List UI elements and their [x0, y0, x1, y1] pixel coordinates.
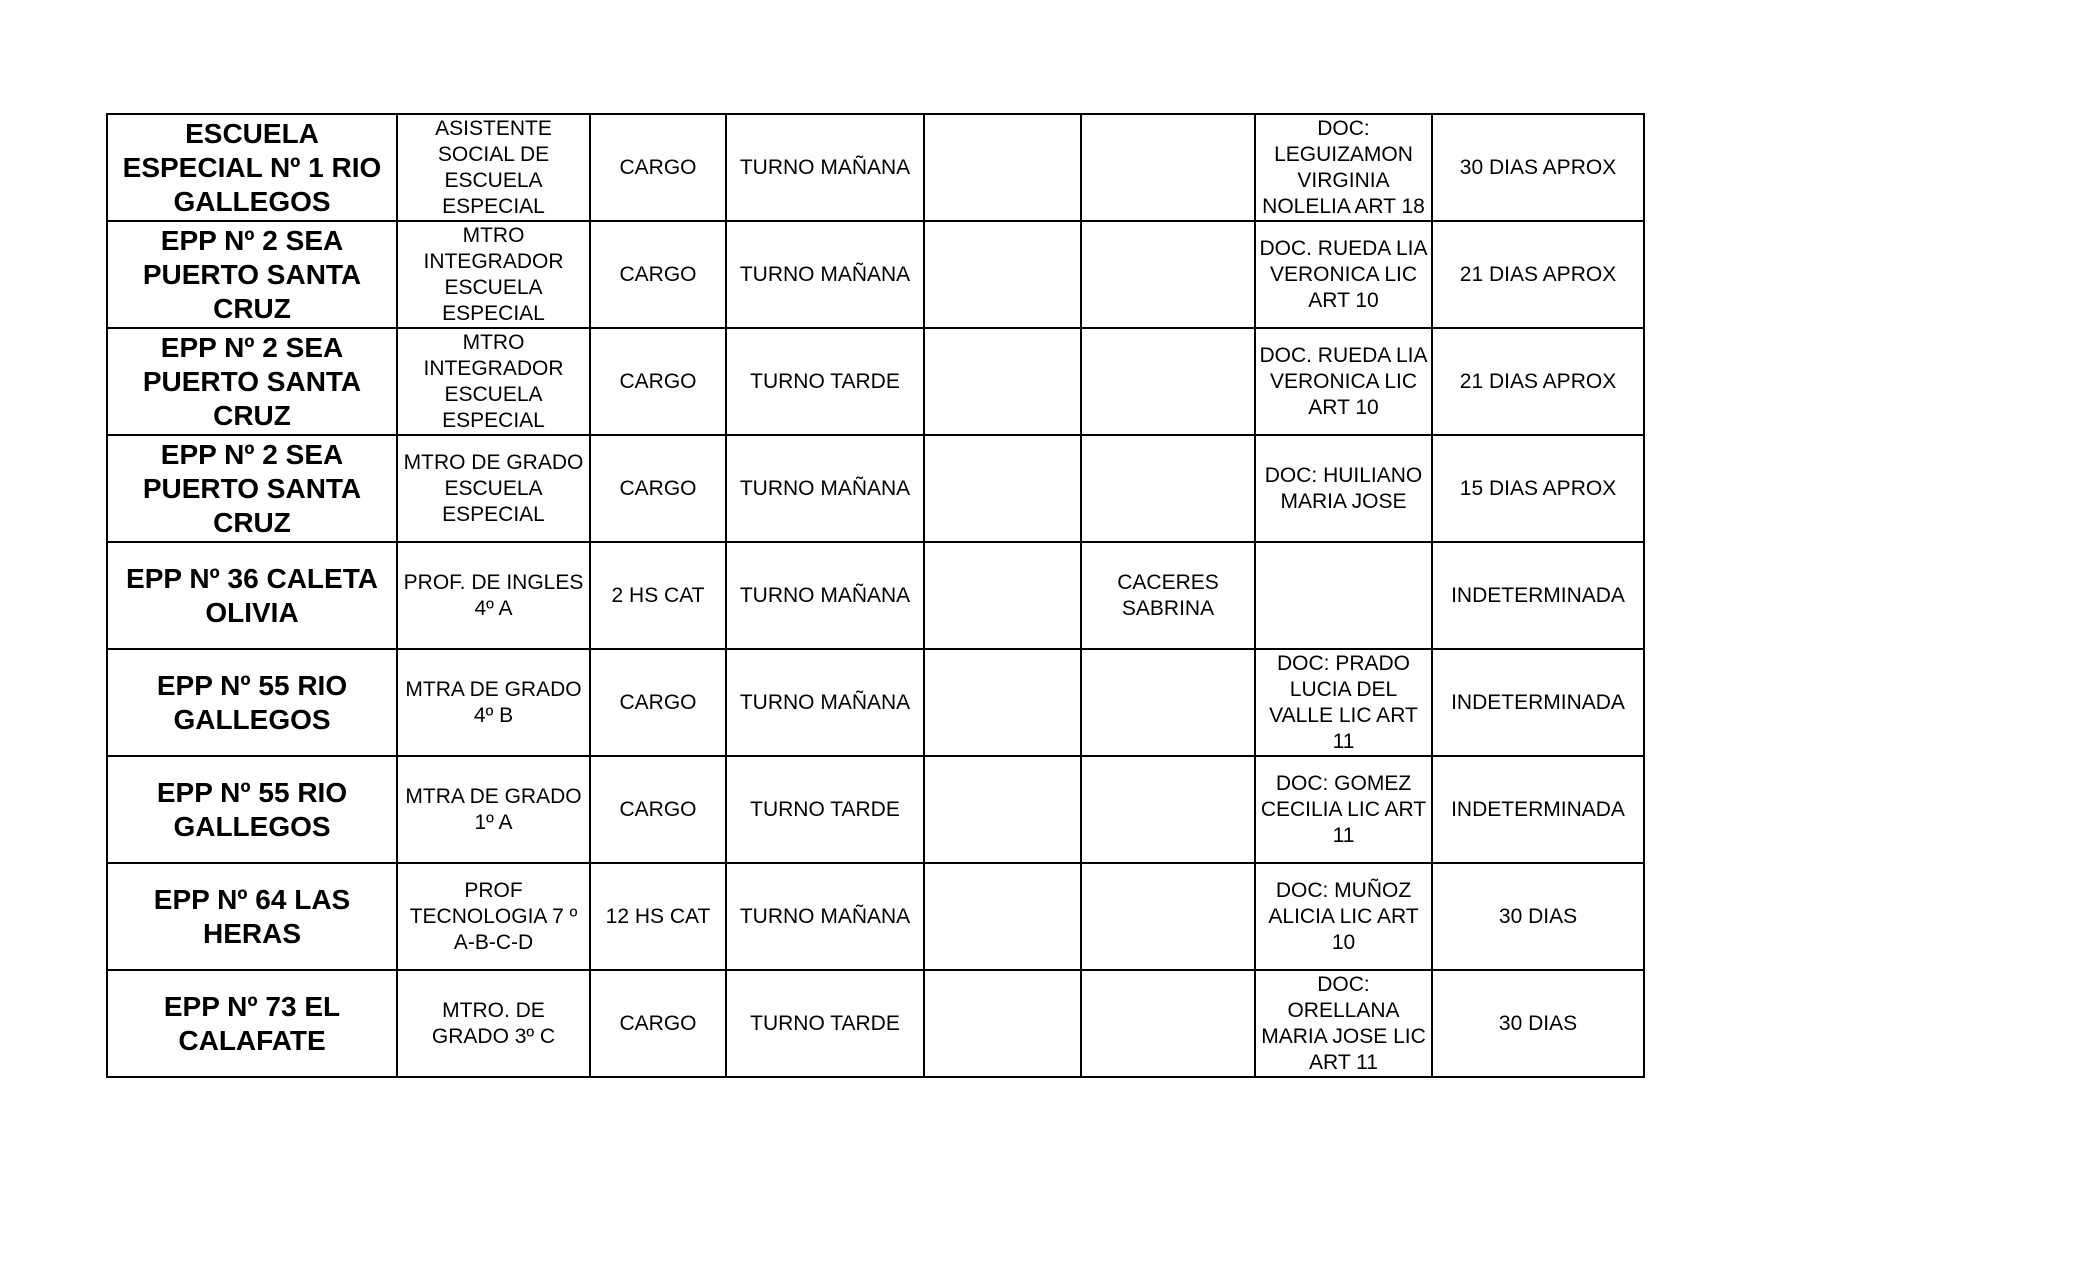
table-row [107, 114, 1644, 221]
duration-cell: INDETERMINADA [1432, 756, 1644, 863]
school-cell: EPP Nº 55 RIO GALLEGOS [107, 756, 397, 863]
shift-cell: TURNO TARDE [726, 970, 924, 1077]
type-cell: CARGO [590, 328, 726, 435]
school-cell: EPP Nº 55 RIO GALLEGOS [107, 649, 397, 756]
replaces-cell: DOC: PRADO LUCIA DEL VALLE LIC ART 11 [1255, 649, 1432, 756]
shift-cell: TURNO MAÑANA [726, 435, 924, 542]
duration-cell: 30 DIAS APROX [1432, 114, 1644, 221]
shift-cell: TURNO TARDE [726, 328, 924, 435]
empty-cell [924, 649, 1081, 756]
type-cell: CARGO [590, 435, 726, 542]
type-cell: CARGO [590, 970, 726, 1077]
empty-cell [924, 328, 1081, 435]
teacher-cell [1081, 970, 1255, 1077]
table-row [107, 863, 1644, 970]
empty-cell [924, 221, 1081, 328]
shift-cell: TURNO TARDE [726, 756, 924, 863]
replaces-cell: DOC: GOMEZ CECILIA LIC ART 11 [1255, 756, 1432, 863]
position-cell: MTRO INTEGRADOR ESCUELA ESPECIAL [397, 221, 590, 328]
position-cell: PROF. DE INGLES 4º A [397, 542, 590, 649]
school-cell: EPP Nº 2 SEA PUERTO SANTA CRUZ [107, 221, 397, 328]
type-cell: 12 HS CAT [590, 863, 726, 970]
teacher-cell [1081, 221, 1255, 328]
table-row [107, 649, 1644, 756]
replaces-cell: DOC: HUILIANO MARIA JOSE [1255, 435, 1432, 542]
duration-cell: INDETERMINADA [1432, 649, 1644, 756]
teacher-cell [1081, 863, 1255, 970]
position-cell: MTRA DE GRADO 4º B [397, 649, 590, 756]
table-row [107, 435, 1644, 542]
school-cell: EPP Nº 73 EL CALAFATE [107, 970, 397, 1077]
shift-cell: TURNO MAÑANA [726, 542, 924, 649]
duration-cell: 30 DIAS [1432, 970, 1644, 1077]
type-cell: CARGO [590, 114, 726, 221]
position-cell: ASISTENTE SOCIAL DE ESCUELA ESPECIAL [397, 114, 590, 221]
empty-cell [924, 863, 1081, 970]
teacher-cell [1081, 114, 1255, 221]
empty-cell [924, 114, 1081, 221]
vacancies-table [106, 113, 1645, 1078]
shift-cell: TURNO MAÑANA [726, 863, 924, 970]
empty-cell [924, 542, 1081, 649]
position-cell: MTRA DE GRADO 1º A [397, 756, 590, 863]
replaces-cell: DOC. RUEDA LIA VERONICA LIC ART 10 [1255, 221, 1432, 328]
replaces-cell: DOC: ORELLANA MARIA JOSE LIC ART 11 [1255, 970, 1432, 1077]
teacher-cell [1081, 649, 1255, 756]
shift-cell: TURNO MAÑANA [726, 114, 924, 221]
empty-cell [924, 756, 1081, 863]
teacher-cell: CACERES SABRINA [1081, 542, 1255, 649]
duration-cell: INDETERMINADA [1432, 542, 1644, 649]
position-cell: PROF TECNOLOGIA 7 º A-B-C-D [397, 863, 590, 970]
school-cell: ESCUELA ESPECIAL Nº 1 RIO GALLEGOS [107, 114, 397, 221]
table-row [107, 756, 1644, 863]
shift-cell: TURNO MAÑANA [726, 649, 924, 756]
type-cell: CARGO [590, 649, 726, 756]
position-cell: MTRO DE GRADO ESCUELA ESPECIAL [397, 435, 590, 542]
duration-cell: 15 DIAS APROX [1432, 435, 1644, 542]
school-cell: EPP Nº 64 LAS HERAS [107, 863, 397, 970]
position-cell: MTRO. DE GRADO 3º C [397, 970, 590, 1077]
empty-cell [924, 970, 1081, 1077]
table-row [107, 328, 1644, 435]
teacher-cell [1081, 756, 1255, 863]
teacher-cell [1081, 435, 1255, 542]
duration-cell: 21 DIAS APROX [1432, 328, 1644, 435]
table-row [107, 542, 1644, 649]
school-cell: EPP Nº 2 SEA PUERTO SANTA CRUZ [107, 328, 397, 435]
replaces-cell: DOC. RUEDA LIA VERONICA LIC ART 10 [1255, 328, 1432, 435]
table-row [107, 221, 1644, 328]
type-cell: 2 HS CAT [590, 542, 726, 649]
type-cell: CARGO [590, 221, 726, 328]
empty-cell [924, 435, 1081, 542]
teacher-cell [1081, 328, 1255, 435]
replaces-cell [1255, 542, 1432, 649]
duration-cell: 30 DIAS [1432, 863, 1644, 970]
replaces-cell: DOC: LEGUIZAMON VIRGINIA NOLELIA ART 18 [1255, 114, 1432, 221]
school-cell: EPP Nº 36 CALETA OLIVIA [107, 542, 397, 649]
table-row [107, 970, 1644, 1077]
shift-cell: TURNO MAÑANA [726, 221, 924, 328]
replaces-cell: DOC: MUÑOZ ALICIA LIC ART 10 [1255, 863, 1432, 970]
type-cell: CARGO [590, 756, 726, 863]
duration-cell: 21 DIAS APROX [1432, 221, 1644, 328]
school-cell: EPP Nº 2 SEA PUERTO SANTA CRUZ [107, 435, 397, 542]
position-cell: MTRO INTEGRADOR ESCUELA ESPECIAL [397, 328, 590, 435]
